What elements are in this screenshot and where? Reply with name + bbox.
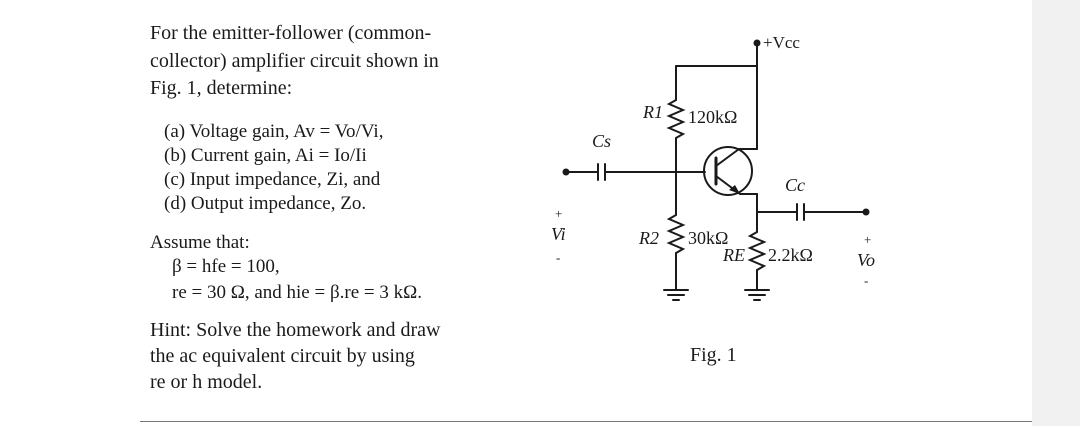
hint-line-1: Hint: Solve the homework and draw: [150, 319, 441, 341]
cs-label: Cs: [592, 131, 612, 151]
right-margin-strip: [1032, 0, 1080, 426]
part-a: (a) Voltage gain, Av = Vo/Vi,: [164, 121, 384, 142]
intro-line-1: For the emitter-follower (common-: [150, 22, 432, 44]
intro-line-3: Fig. 1, determine:: [150, 77, 293, 99]
r2-value: 30kΩ: [688, 228, 729, 248]
assume-heading: Assume that:: [150, 232, 250, 253]
vo-plus: +: [864, 232, 872, 247]
r1-resistor: [669, 100, 683, 138]
part-b: (b) Current gain, Ai = Io/Ii: [164, 145, 367, 166]
vo-minus: -: [864, 273, 869, 288]
intro-line-2: collector) amplifier circuit shown in: [150, 50, 439, 72]
r2-label: R2: [639, 228, 659, 248]
r1-label: R1: [643, 102, 663, 122]
part-d: (d) Output impedance, Zo.: [164, 193, 367, 214]
output-terminal: [863, 209, 870, 216]
transistor-collector-lead: [716, 149, 739, 166]
transistor-body: [704, 147, 752, 195]
hint-line-3: re or h model.: [150, 371, 263, 393]
figure-caption: Fig. 1: [690, 344, 737, 366]
part-c: (c) Input impedance, Zi, and: [164, 169, 381, 190]
vcc-terminal: [754, 40, 761, 47]
vi-plus: +: [555, 206, 563, 221]
cc-label: Cc: [785, 175, 805, 195]
r1-value: 120kΩ: [688, 107, 738, 127]
re-value: 2.2kΩ: [768, 245, 813, 265]
assumption-beta: β = hfe = 100,: [172, 256, 280, 277]
vi-minus: -: [556, 250, 561, 265]
vo-label: Vo: [857, 250, 875, 270]
hint-line-2: the ac equivalent circuit by using: [150, 345, 415, 367]
vcc-label: +Vcc: [763, 33, 800, 52]
re-resistor: [750, 232, 764, 270]
r2-resistor: [669, 215, 683, 253]
vi-label: Vi: [551, 224, 566, 244]
re-label: RE: [723, 245, 745, 265]
assumption-re-hie: re = 30 Ω, and hie = β.re = 3 kΩ.: [172, 282, 422, 303]
input-terminal: [563, 169, 570, 176]
